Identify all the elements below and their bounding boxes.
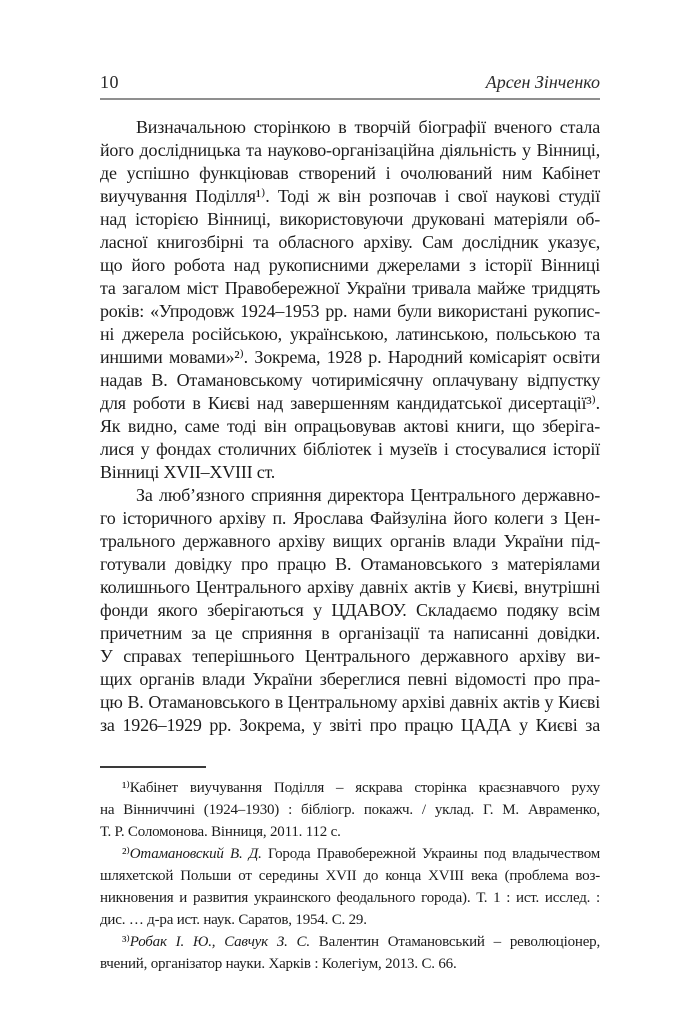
footnote-marker: ³⁾ bbox=[122, 934, 130, 950]
footnote-lead-line bbox=[100, 843, 600, 865]
text-line: го історичного архіву п. Ярослава Файзуліна його колеги з Цен- bbox=[100, 508, 600, 528]
text-line: що його робота над рукописними джерелами з історії Вінниці bbox=[100, 255, 600, 275]
footnote-author: Отамановский В. Д. bbox=[129, 846, 262, 862]
paragraph bbox=[100, 484, 600, 737]
text-line: шляхетской Польши от середины XVII до конца XVIII века (проблема воз- bbox=[100, 868, 600, 884]
footnote-lead-line bbox=[100, 931, 600, 953]
footnote-marker: ¹⁾ bbox=[122, 780, 130, 796]
page-content bbox=[100, 72, 600, 975]
text-line: ні джерела російською, українською, латинською, польською та bbox=[100, 324, 600, 344]
text-line: готували довідку про працю В. Отамановського з матеріялами bbox=[100, 554, 600, 574]
text-line: колишнього Центрального архіву давніх актів у Києві, внутрішні bbox=[100, 577, 600, 597]
footnote-lead-line bbox=[100, 777, 600, 799]
text-line: фонди якого зберігаються у ЦДАВОУ. Складаємо подяку всім bbox=[100, 600, 600, 620]
text-line: виучування Поділля¹⁾. Тоді ж він розпочав і свої наукові студії bbox=[100, 186, 600, 206]
text-line: лися у фондах столичних бібліотек і музеїв і стосувалися історії bbox=[100, 439, 600, 459]
text-line: дис. … д-ра ист. наук. Саратов, 1954. С. 29. bbox=[100, 912, 367, 928]
text-line: иншими мовами»²⁾. Зокрема, 1928 р. Народний комісаріят освіти bbox=[100, 347, 600, 367]
footnote-body bbox=[100, 953, 600, 975]
footnote bbox=[100, 777, 600, 843]
paragraph bbox=[100, 116, 600, 484]
footnote-text: Города Правобережной Украины под владычеством bbox=[261, 846, 600, 862]
text-line: ласної книгозбірні та обласного архіву. Сам дослідник указує, bbox=[100, 232, 600, 252]
text-line: Вінниці XVII–XVIII ст. bbox=[100, 462, 276, 482]
text-line: трального державного архіву вищих органів влади України під- bbox=[100, 531, 600, 551]
footnote-marker: ²⁾ bbox=[122, 846, 130, 862]
text-line: цю В. Отамановського в Центральному архіві давніх актів у Києві bbox=[100, 692, 600, 712]
footnote bbox=[100, 931, 600, 975]
text-line: та загалом міст Правобережної України тривала майже тридцять bbox=[100, 278, 600, 298]
footnotes-section bbox=[100, 766, 600, 975]
text-line: за 1926–1929 рр. Зокрема, у звіті про працю ЦАДА у Києві за bbox=[100, 715, 600, 735]
text-line: над історією Вінниці, використовуючи друковані матеріяли об- bbox=[100, 209, 600, 229]
text-line: на Вінниччині (1924–1930) : бібліогр. покажч. / уклад. Г. М. Авраменко, bbox=[100, 802, 600, 818]
text-line: його дослідницька та науково-організаційна діяльність у Вінниці, bbox=[100, 140, 600, 160]
footnote-separator-rule bbox=[100, 766, 206, 768]
footnote-text: Валентин Отамановський – революціонер, bbox=[309, 934, 600, 950]
text-line: щих органів влади України збереглися певні відомості про пра- bbox=[100, 669, 600, 689]
footnote bbox=[100, 843, 600, 931]
text-line: никновения и развития украинского феодального города). Т. 1 : ист. исслед. : bbox=[100, 890, 600, 906]
text-line: Т. Р. Соломонова. Вінниця, 2011. 112 с. bbox=[100, 824, 341, 840]
body-text bbox=[100, 116, 600, 737]
page-number: 10 bbox=[100, 72, 119, 92]
footnote-author: Робак І. Ю., Савчук З. С. bbox=[129, 934, 310, 950]
text-line: За люб’язного сприяння директора Центрального державно- bbox=[136, 485, 600, 505]
text-line: Як видно, саме тоді він опрацьовував актові книги, що зберіга- bbox=[100, 416, 600, 436]
running-head-author: Арсен Зінченко bbox=[485, 72, 600, 92]
text-line: надав В. Отамановському чотиримісячну оплачувану відпустку bbox=[100, 370, 600, 390]
footnote-body bbox=[100, 799, 600, 843]
text-line: причетним за це сприяння в організації та написанні довідки. bbox=[100, 623, 600, 643]
text-line: для роботи в Києві над завершенням кандидатської дисертації³⁾. bbox=[100, 393, 600, 413]
text-line: де успішно функціював створений і очолюваний ним Кабінет bbox=[100, 163, 600, 183]
text-line: Визначальною сторінкою в творчій біографії вченого стала bbox=[136, 117, 600, 137]
text-line: У справах теперішнього Центрального державного архіву ви- bbox=[100, 646, 600, 666]
footnote-text: Кабінет виучування Поділля – яскрава сторінка краєзнавчого руху bbox=[129, 780, 600, 796]
text-line: вчений, організатор науки. Харків : Колегіум, 2013. С. 66. bbox=[100, 956, 457, 972]
footnote-body bbox=[100, 865, 600, 931]
page-header bbox=[100, 72, 600, 98]
header-rule bbox=[100, 98, 600, 100]
text-line: років: «Упродовж 1924–1953 рр. нами були використані рукопис- bbox=[100, 301, 600, 321]
